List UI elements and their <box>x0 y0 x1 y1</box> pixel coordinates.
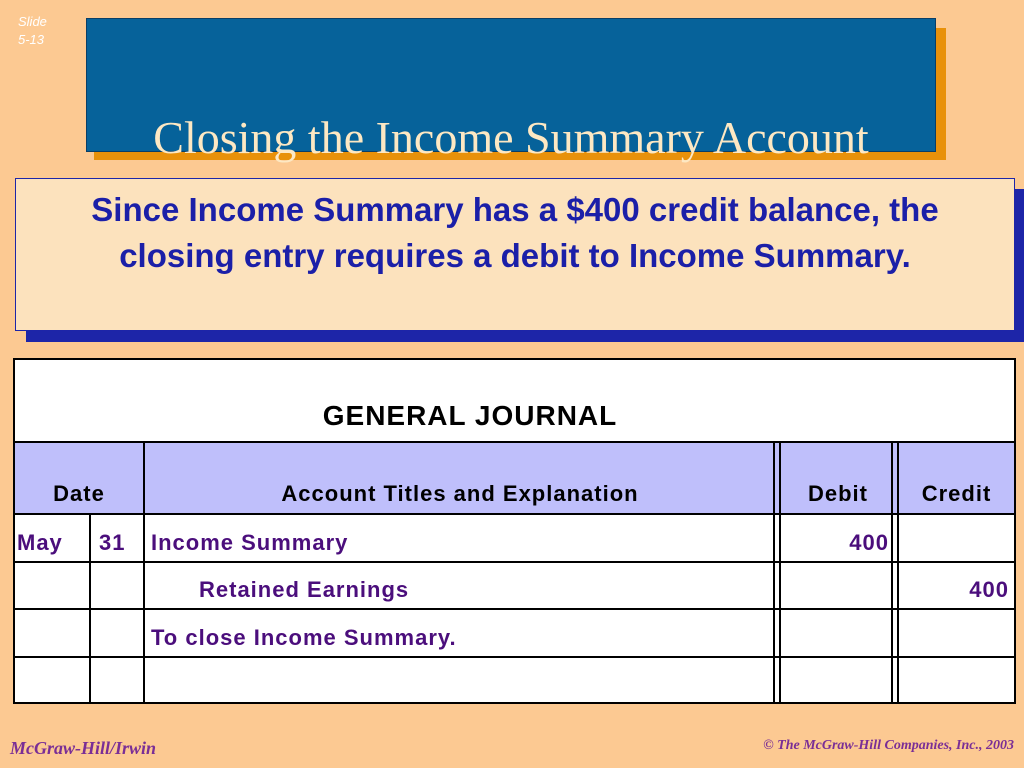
footer-publisher: McGraw-Hill/Irwin <box>10 738 157 758</box>
rule-date-account <box>143 441 145 704</box>
row1-day: 31 <box>99 530 126 555</box>
info-text: Since Income Summary has a $400 credit balance, the closing entry requires a debit to Income Summary. <box>91 191 939 274</box>
row-rule-1 <box>15 561 1014 563</box>
row2-account: Retained Earnings <box>199 577 410 602</box>
journal-title: GENERAL JOURNAL <box>322 400 618 431</box>
row2-credit: 400 <box>969 577 1009 602</box>
header-account: Account Titles and Explanation <box>281 481 639 506</box>
info-callout <box>15 178 1015 331</box>
rule-account-1 <box>773 441 775 704</box>
title-banner <box>86 18 936 163</box>
row1-account: Income Summary <box>151 530 349 555</box>
row-rule-3 <box>15 656 1014 658</box>
header-credit: Credit <box>921 481 992 506</box>
rule-debit-1 <box>891 441 893 704</box>
journal-header-row <box>15 441 1014 515</box>
rule-debit-2 <box>897 441 899 704</box>
slide-title: Closing the Income Summary Account <box>153 112 869 163</box>
row1-month: May <box>17 530 63 555</box>
footer-copyright: © The McGraw-Hill Companies, Inc., 2003 <box>763 738 1014 753</box>
header-date: Date <box>53 481 105 506</box>
row1-debit: 400 <box>849 530 889 555</box>
row-rule-2 <box>15 608 1014 610</box>
row3-account: To close Income Summary. <box>151 625 457 650</box>
rule-account-2 <box>779 441 781 704</box>
header-debit: Debit <box>808 481 868 506</box>
slide-number: Slide 5-13 <box>18 14 47 47</box>
general-journal-table <box>13 358 1016 704</box>
